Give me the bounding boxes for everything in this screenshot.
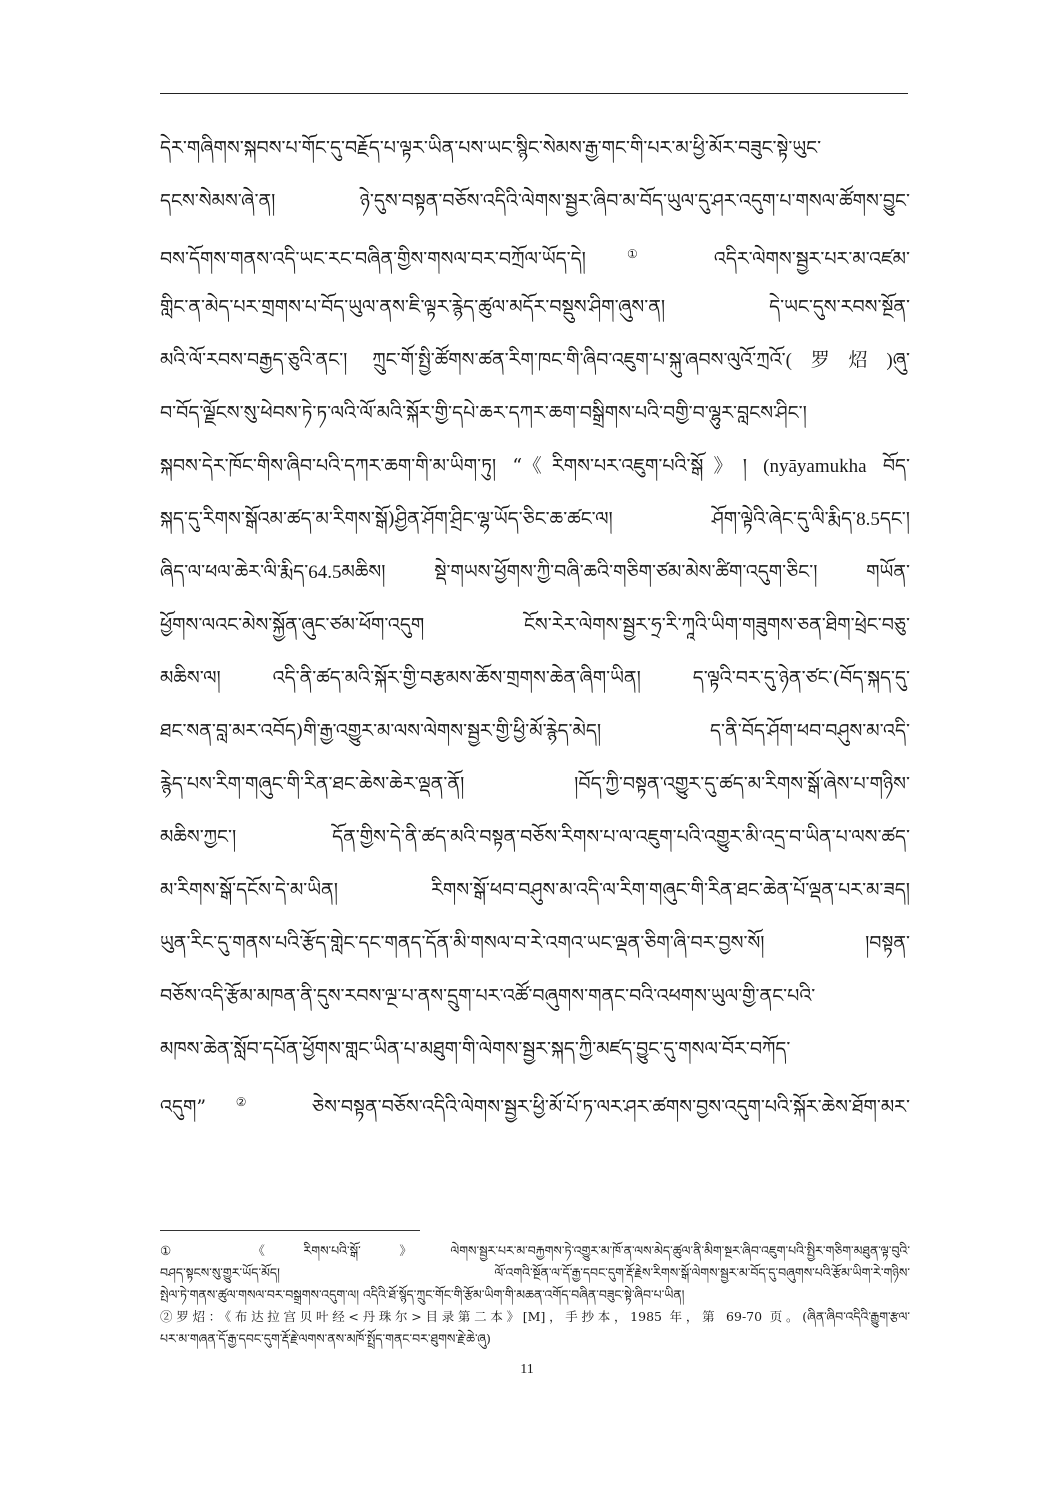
text-line: མ་རིགས་སྒོ་དངོས་དེ་མ་ཡིན། རིགས་སྒོ་ཕབ་བཤུས་མ་འདི་ལ་རིག་གཞུང་གི་རིན་ཐང་ཆེན་པོ་ལྡན་པར་མ་ཟད། bbox=[160, 879, 910, 901]
text-line: དེར་གཞིགས་སྐབས་པ་གོང་དུ་བརྗོད་པ་ལྟར་ཡིན་པས་ཡང་སྙིང་སེམས་རྒྱ་གང་གི་པར་མ་ཕྱི་མོར་བཟུང་སྟེ་ཡུང་ bbox=[160, 137, 822, 159]
sanskrit-title: (nyāyamukha bbox=[763, 456, 867, 477]
text-line: ཐང་སན་བླ་མར་འབོད)གི་རྒྱ་འགྱུར་མ་ལས་ལེགས་སྦྱར་གྱི་ཕྱི་མོ་རྙེད་མེད། ད་ནི་བོད་ཤོག་ཕབ་བཤུས་མ་འདི་ bbox=[160, 720, 910, 742]
text-line: མཆིས་ལ། འདི་ནི་ཚད་མའི་སྐོར་གྱི་བརྩམས་ཆོས་གྲགས་ཆེན་ཞིག་ཡིན། ད་ལྟའི་བར་དུ་ཉེན་ཙང་(བོད་སྐད་དུ་ bbox=[160, 667, 910, 689]
page-number: 11 bbox=[520, 1362, 534, 1377]
text-line: མཆིས་ཀྱང་། དོན་གྱིས་དེ་ནི་ཚད་མའི་བསྟན་བཅོས་རིགས་པ་ལ་འཇུག་པའི་འགྱུར་མི་འདྲ་བ་ཡིན་པ་ལས་ཚད་ bbox=[160, 826, 910, 848]
footnote-line: ②罗炤：《布达拉宫贝叶经<丹珠尔>目录第二本》[M]，手抄本，1985 年，第 69-70 页。(ཞིན་ཞིབ་འདིའི་རྒྱུག་རྩལ་ bbox=[160, 1309, 910, 1324]
measurement: 8.5 bbox=[856, 509, 880, 530]
text-line: བས་དོགས་གནས་འདི་ཡང་རང་བཞིན་གྱིས་གསལ་བར་བཀྲོལ་ཡོད་དེ། ① འདིར་ལེགས་སྦྱར་པར་མ་འཛམ་ bbox=[160, 247, 910, 270]
header-rule bbox=[160, 93, 908, 94]
footnote-2 bbox=[160, 1306, 910, 1350]
text-line: སྐད་དུ་རིགས་སྒོའམ་ཚད་མ་རིགས་སྒོ)ཤྱིན་ཤོག་ཤྲིང་ལྷ་ཡོད་ཅིང་ཆ་ཚང་ལ། ཤོག་ལྟེའི་ཞེང་དུ་ལི་རྨིད་8.5དང་། bbox=[160, 508, 910, 530]
footnote-ref-1[interactable]: ① bbox=[626, 247, 673, 261]
text-line: རྙེད་པས་རིག་གཞུང་གི་རིན་ཐང་ཆེས་ཆེར་ལྡན་ནོ། །བོད་ཀྱི་བསྟན་འགྱུར་དུ་ཚད་མ་རིགས་སྒོ་ཞེས་པ་གཉིས་ bbox=[160, 773, 910, 795]
text-line: དངས་སེམས་ཞེ་ན། ཉེ་དུས་བསྟན་བཅོས་འདིའི་ལེགས་སྦྱར་ཞིབ་མ་བོད་ཡུལ་དུ་ཤར་འདུག་པ་གསལ་ཚོགས་བྱུང་ bbox=[160, 190, 910, 212]
footnote-line: བཤད་སྟངས་སུ་གྱུར་ཡོད་མོད། ལོ་འགའི་སྔོན་ལ་དོ་རྒྱ་དབང་དུག་རྡོ་རྗེས་རིགས་སྒོ་ལེགས་སྦྱར་མ་བོད་དུ་བཞུགས་པའི་རྩོམ་ཡིག་རེ་གཉིས་ bbox=[160, 1265, 910, 1280]
text-line: བཅོས་འདི་རྩོམ་མཁན་ནི་དུས་རབས་ལྔ་པ་ནས་དྲུག་པར་འཚོ་བཞུགས་གནང་བའི་འཕགས་ཡུལ་གྱི་ནང་པའི་ bbox=[160, 985, 816, 1007]
text-line: མའི་ལོ་རབས་བརྒྱད་ཅུའི་ནང་། ཀྲུང་གོ་སྤྱི་ཚོགས་ཚན་རིག་ཁང་གི་ཞིབ་འཇུག་པ་སྐུ་ཞབས་ལུའོ་ཀྲའོ་(罗炤)ཞུ་ bbox=[160, 349, 910, 371]
text-line: བ་བོད་ལྗོངས་སུ་ཕེབས་ཏེ་ཏ་ལའི་ལོ་མའི་སྐོར་གྱི་དཔེ་ཆར་དཀར་ཆག་བསྒྲིགས་པའི་བགྱི་བ་ལྷུར་བླངས་ཤིང་། bbox=[160, 402, 807, 424]
text-line: ཞིད་ལ་ཕལ་ཆེར་ལི་རྨིད་64.5མཆིས། སྡེ་གཡས་ཕྱོགས་ཀྱི་བཞི་ཆའི་གཅིག་ཙམ་མེས་ཚིག་འདུག་ཅིང་། གཡོན་ bbox=[160, 561, 910, 583]
text-line: མཁས་ཆེན་སློབ་དཔོན་ཕྱོགས་གླང་ཡིན་པ་མཐུག་གི་ལེགས་སྦྱར་སྐད་ཀྱི་མཛད་བྱུང་དུ་གསལ་བོར་བཀོད་ bbox=[160, 1038, 791, 1060]
text-line: སྐབས་དེར་ཁོང་གིས་ཞིབ་པའི་དཀར་ཆག་གི་མ་ཡིག་ཏུ། “《རིགས་པར་འཇུག་པའི་སྒོ》། (nyāyamukha བོད་ bbox=[160, 455, 910, 477]
text-line: ཕྱོགས་ལའང་མེས་སྐྱོན་ཞུང་ཙམ་ཕོག་འདུག ངོས་རེར་ལེགས་སྦྱར་ཧྲ་རི་ཀཱའི་ཡིག་གཟུགས་ཅན་ཐིག་ཕྲེང་བཅུ་ bbox=[160, 614, 910, 636]
footnote-rule bbox=[160, 1230, 420, 1231]
footnote-line: སྤེལ་ཏེ་གནས་ཚུལ་གསལ་བར་བསྒྲགས་འདུག་ལ། འདིའི་ཐོ་སྙོད་ཀྲུང་གོང་གི་རྩོམ་ཡིག་གི་མཆན་འགོད་བཞིན་བཟུང་སྟེ་ཞིབ་པ་ཡིན། bbox=[160, 1287, 685, 1302]
text-line: འདུག”② ཅེས་བསྟན་བཅོས་འདིའི་ལེགས་སྦྱར་ཕྱི་མོ་པོ་ཏ་ལར་ཤར་ཚགས་བྱས་འདུག་པའི་སྐོར་ཆེས་ཐོག་མར་ bbox=[160, 1095, 910, 1118]
footnote-line: པར་མ་གཞན་དོ་རྒྱ་དབང་དུག་རྡོ་རྗེ་ལགས་ནས་མཁོ་སྤྲོད་གནང་བར་ཐུགས་རྗེ་ཆེ་ཞུ) bbox=[160, 1331, 491, 1346]
measurement: 64.5 bbox=[308, 562, 342, 583]
text-line: ཡུན་རིང་དུ་གནས་པའི་རྩོད་གླེང་དང་གནད་དོན་མི་གསལ་བ་རེ་འགའ་ཡང་ལྡན་ཅིག་ཞི་བར་བྱས་སོ། །བསྟན་ bbox=[160, 932, 910, 954]
body-text bbox=[160, 128, 910, 1135]
footnote-1 bbox=[160, 1240, 910, 1306]
footnote-line: ① 《རིགས་པའི་སྒོ་》ལེགས་སྦྱར་པར་མ་བརྐྱགས་ཏེ་འགྱུར་མ་ཁོ་ན་ལས་མེད་ཚུལ་ནི་མིག་སྔར་ཞིབ་འཇུག་པའི་སྤྱིར་གཅིག་མཐུན་ལྟ་བུའི་ bbox=[160, 1243, 910, 1258]
footnotes bbox=[160, 1240, 910, 1350]
chinese-name: (罗炤) bbox=[785, 350, 893, 371]
text-line: གླིང་ན་མེད་པར་གྲགས་པ་བོད་ཡུལ་ནས་ཇི་ལྟར་རྙེད་ཚུལ་མདོར་བསྡུས་ཤིག་ཞུས་ན། དེ་ཡང་དུས་རབས་སྔོན་ bbox=[160, 296, 910, 318]
footnote-ref-2[interactable]: ② bbox=[206, 1095, 277, 1109]
